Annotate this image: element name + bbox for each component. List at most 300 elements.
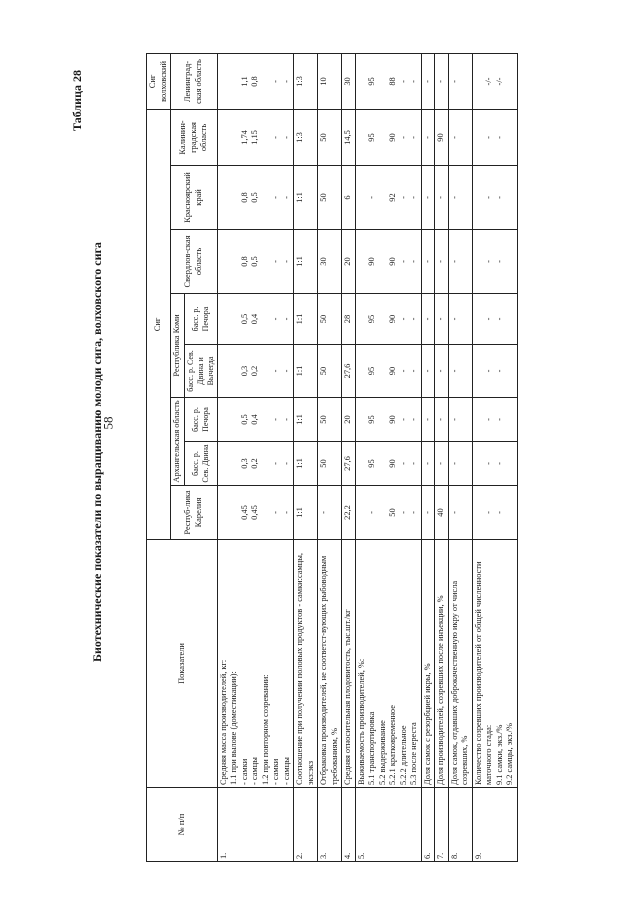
cell-value	[357, 168, 368, 227]
header-arkh-pechora: басс. р. Печора	[184, 398, 217, 442]
row-number: 9.	[472, 788, 517, 862]
value-cell	[342, 442, 356, 486]
cell-value	[357, 296, 368, 342]
cell-value: -	[436, 418, 445, 421]
cell-value: -	[422, 80, 432, 83]
cell-value: -	[494, 136, 504, 139]
cell-value: 1:1	[295, 313, 304, 325]
rotated-page	[70, 42, 640, 862]
cell-value: -/-	[494, 77, 504, 86]
indicator-line: Доля производителей, созревших после инъекции, %	[436, 595, 445, 785]
indicator-line: Доля самок, отдавших доброкачественную икру от числа созревших, %	[449, 580, 469, 785]
cell-value: 20	[343, 257, 352, 266]
page-number: 58	[100, 416, 116, 430]
header-arkhangelsk: Архангельская область	[171, 398, 185, 486]
value-cell	[217, 486, 294, 540]
cell-value	[219, 400, 230, 439]
cell-value: 1:1	[295, 192, 304, 203]
row-number: 5.	[355, 788, 421, 862]
table-row	[355, 53, 421, 861]
row-indicator	[421, 540, 435, 788]
value-cell	[435, 166, 449, 230]
cell-value: 1:1	[295, 256, 304, 267]
cell-value: 1:1	[295, 507, 304, 518]
value-cell	[217, 398, 294, 442]
value-cell	[448, 109, 472, 165]
indicator-line: Отбраковка производителей, не соответст-вующих рыбоводным требованиям, %	[319, 555, 339, 785]
row-number: 1.	[217, 788, 294, 862]
cell-value: 50	[319, 415, 328, 424]
cell-value	[229, 232, 240, 291]
cell-value	[474, 488, 485, 537]
header-karelia: Респуб-лика Карелия	[171, 486, 218, 540]
header-arkh-dvina: басс. р. Сев. Двина	[184, 442, 217, 486]
indicator-line: Средняя масса производителей, кг:	[218, 659, 228, 785]
cell-value: 27,6	[343, 456, 352, 471]
cell-value: -	[436, 317, 445, 321]
indicator-line: 1.2 при повторном созревании:	[260, 674, 270, 785]
value-cell	[472, 230, 517, 294]
cell-value: 95	[367, 133, 376, 142]
value-cell	[217, 442, 294, 486]
cell-value: 50	[319, 459, 328, 468]
cell-value: -	[422, 260, 432, 263]
value-cell	[448, 398, 472, 442]
cell-value: -	[319, 511, 328, 514]
cell-value: 90	[388, 314, 397, 324]
cell-value: 90	[388, 133, 397, 142]
cell-value: 40	[436, 508, 445, 517]
header-num: № п/п	[147, 788, 218, 862]
cell-value: -	[409, 462, 418, 465]
table-number: Таблица 28	[70, 70, 84, 131]
table-row	[421, 53, 435, 861]
value-cell	[421, 442, 435, 486]
cell-value: -	[436, 196, 445, 199]
cell-value: 0,8	[239, 256, 249, 267]
cell-value	[474, 400, 485, 439]
cell-value: 0,2	[250, 458, 259, 469]
cell-value: -	[398, 418, 408, 421]
cell-value: -	[484, 511, 493, 514]
cell-value: -	[271, 136, 280, 139]
cell-value: -	[271, 418, 280, 421]
cell-value: -	[271, 511, 280, 514]
value-cell	[355, 230, 421, 294]
row-indicator	[448, 540, 472, 788]
cell-value	[357, 347, 368, 395]
indicator-line: Выживаемость производителей, %:	[356, 658, 366, 785]
value-cell	[342, 486, 356, 540]
cell-value: -	[422, 418, 432, 421]
value-cell	[435, 53, 449, 109]
cell-value: 1,15	[250, 130, 259, 145]
cell-value	[229, 444, 240, 483]
cell-value	[229, 347, 240, 395]
cell-value: -	[449, 462, 459, 465]
cell-value: -	[281, 260, 291, 263]
cell-value: -	[367, 196, 376, 199]
cell-value	[474, 347, 485, 395]
cell-value: -	[409, 317, 418, 321]
indicator-line: 5.2 выдерживание	[377, 720, 387, 785]
value-cell	[355, 166, 421, 230]
cell-value	[261, 168, 272, 227]
cell-value: 28	[343, 314, 352, 324]
cell-value: 90	[367, 257, 376, 266]
indicator-line: 5.2.2 длительное	[398, 725, 408, 785]
value-cell	[342, 109, 356, 165]
cell-value: -	[436, 462, 445, 465]
value-cell	[318, 109, 342, 165]
indicator-line: Средняя относительная плодовитость, тыс.шт./кг	[343, 609, 352, 785]
cell-value: 95	[367, 415, 376, 424]
cell-value: -	[398, 80, 408, 83]
header-komi-pechora: басс. р. Печора	[184, 294, 217, 345]
cell-value: 27,6	[343, 363, 352, 379]
cell-value: 0,5	[239, 414, 249, 425]
value-cell	[448, 53, 472, 109]
row-number: 4.	[342, 788, 356, 862]
cell-value: 1:1	[295, 365, 304, 377]
header-komi: Республика Коми	[171, 294, 185, 398]
cell-value: -	[484, 462, 493, 465]
cell-value: 0,3	[239, 365, 249, 377]
indicator-line: - самцы	[281, 757, 291, 785]
row-indicator	[217, 540, 294, 788]
cell-value: 0,3	[239, 458, 249, 469]
value-cell	[472, 166, 517, 230]
value-cell	[318, 294, 342, 345]
row-indicator	[355, 540, 421, 788]
cell-value: -	[398, 511, 408, 514]
cell-value	[378, 296, 389, 342]
cell-value: -	[422, 511, 432, 514]
cell-value: -	[484, 369, 493, 373]
data-table	[146, 53, 518, 862]
cell-value	[474, 168, 485, 227]
value-cell	[448, 486, 472, 540]
cell-value: 1:3	[295, 76, 304, 87]
value-cell	[435, 398, 449, 442]
cell-value: -	[484, 136, 493, 139]
cell-value: -	[436, 260, 445, 263]
value-cell	[448, 166, 472, 230]
value-cell	[217, 345, 294, 398]
cell-value: -	[398, 317, 408, 321]
value-cell	[294, 109, 318, 165]
cell-value	[219, 56, 230, 107]
cell-value: 95	[367, 314, 376, 324]
row-indicator	[342, 540, 356, 788]
cell-value: 90	[436, 133, 445, 142]
cell-value: -	[271, 462, 280, 465]
cell-value: -	[449, 317, 459, 321]
cell-value: 50	[319, 366, 328, 376]
value-cell	[318, 53, 342, 109]
cell-value: 1,74	[239, 130, 249, 145]
value-cell	[448, 230, 472, 294]
cell-value: -	[409, 369, 418, 373]
row-indicator	[435, 540, 449, 788]
indicator-line: Соотношение при получении половых продуктов - самки:самцы, экз:экз	[295, 553, 315, 785]
cell-value	[229, 112, 240, 163]
value-cell	[355, 486, 421, 540]
cell-value: 90	[388, 415, 397, 424]
value-cell	[435, 486, 449, 540]
row-number: 2.	[294, 788, 318, 862]
cell-value: 88	[388, 77, 397, 86]
cell-value: 90	[388, 459, 397, 468]
cell-value	[378, 444, 389, 483]
cell-value: -	[409, 196, 418, 199]
cell-value: -	[398, 136, 408, 139]
cell-value	[378, 168, 389, 227]
table-row	[342, 53, 356, 861]
cell-value	[378, 488, 389, 537]
indicator-line: 1.1 при вылове (доместикации):	[229, 671, 238, 785]
value-cell	[472, 398, 517, 442]
cell-value: -	[398, 196, 408, 199]
value-cell	[421, 294, 435, 345]
cell-value	[357, 232, 368, 291]
cell-value: 0,5	[239, 313, 249, 325]
cell-value	[219, 232, 230, 291]
table-row	[435, 53, 449, 861]
value-cell	[294, 166, 318, 230]
value-cell	[294, 486, 318, 540]
cell-value: 50	[319, 314, 328, 324]
value-cell	[342, 166, 356, 230]
cell-value: -	[449, 260, 459, 263]
value-cell	[342, 230, 356, 294]
cell-value	[357, 444, 368, 483]
cell-value: 0,4	[250, 313, 259, 325]
cell-value: -	[484, 196, 493, 199]
cell-value: -	[409, 260, 418, 263]
cell-value: 6	[343, 195, 352, 200]
cell-value: -	[422, 136, 432, 139]
cell-value: 20	[343, 415, 352, 424]
header-sig: Сиг	[147, 109, 171, 539]
cell-value: 92	[388, 193, 397, 202]
cell-value	[261, 347, 272, 395]
row-number: 6.	[421, 788, 435, 862]
cell-value: 0,8	[250, 76, 259, 87]
indicator-line: - самки	[271, 758, 280, 785]
cell-value: -	[271, 369, 280, 373]
cell-value: 50	[319, 193, 328, 202]
cell-value: 90	[388, 257, 397, 266]
cell-value	[378, 56, 389, 107]
value-cell	[342, 398, 356, 442]
value-cell	[318, 486, 342, 540]
value-cell	[472, 109, 517, 165]
value-cell	[435, 442, 449, 486]
cell-value: 50	[319, 133, 328, 142]
value-cell	[294, 294, 318, 345]
indicator-line: 5.3 после нереста	[409, 722, 418, 785]
cell-value: 95	[367, 366, 376, 376]
cell-value	[474, 112, 485, 163]
value-cell	[318, 166, 342, 230]
value-cell	[318, 230, 342, 294]
cell-value: -	[494, 462, 504, 465]
cell-value: -/-	[484, 77, 493, 86]
value-cell	[472, 442, 517, 486]
cell-value: -	[449, 80, 459, 83]
table-row	[294, 53, 318, 861]
cell-value: -	[422, 462, 432, 465]
cell-value: 30	[319, 257, 328, 266]
value-cell	[294, 442, 318, 486]
cell-value: 90	[388, 366, 397, 376]
cell-value: -	[494, 196, 504, 199]
cell-value	[261, 56, 272, 107]
cell-value: 30	[343, 77, 352, 86]
row-number: 8.	[448, 788, 472, 862]
cell-value: -	[484, 260, 493, 263]
table-body	[217, 53, 517, 861]
cell-value: -	[449, 369, 459, 373]
value-cell	[355, 398, 421, 442]
cell-value	[229, 56, 240, 107]
cell-value	[229, 400, 240, 439]
value-cell	[435, 109, 449, 165]
cell-value	[357, 400, 368, 439]
value-cell	[342, 53, 356, 109]
cell-value: -	[494, 511, 504, 514]
indicator-line: - самки	[239, 758, 249, 785]
value-cell	[355, 109, 421, 165]
cell-value: -	[409, 136, 418, 139]
value-cell	[421, 166, 435, 230]
cell-value: -	[398, 369, 408, 373]
value-cell	[294, 230, 318, 294]
cell-value: 95	[367, 77, 376, 86]
cell-value	[261, 444, 272, 483]
indicator-line: 5.2.1 кратковременное	[388, 705, 397, 785]
cell-value: -	[494, 369, 504, 373]
cell-value: 14,5	[343, 130, 352, 145]
cell-value	[219, 112, 230, 163]
cell-value: 0,8	[239, 192, 249, 203]
cell-value: -	[281, 80, 291, 83]
cell-value	[378, 400, 389, 439]
header-komi-dvina: басс. р. Сев. Двина и Вычегда	[184, 345, 217, 398]
cell-value	[474, 56, 485, 107]
value-cell	[355, 53, 421, 109]
cell-value	[261, 488, 272, 537]
cell-value: -	[449, 511, 459, 514]
cell-value: -	[409, 511, 418, 514]
cell-value: -	[281, 317, 291, 321]
value-cell	[355, 294, 421, 345]
row-indicator	[294, 540, 318, 788]
table-title: Биотехнические показатели по выращиванию молоди сига, волховского сига	[90, 242, 104, 662]
cell-value	[474, 296, 485, 342]
row-indicator	[472, 540, 517, 788]
value-cell	[448, 294, 472, 345]
cell-value	[261, 112, 272, 163]
cell-value	[261, 400, 272, 439]
cell-value	[229, 168, 240, 227]
cell-value	[219, 444, 230, 483]
cell-value	[219, 347, 230, 395]
cell-value: 0,4	[250, 414, 259, 425]
value-cell	[421, 230, 435, 294]
cell-value: -	[409, 418, 418, 421]
table-row	[318, 53, 342, 861]
cell-value: -	[281, 418, 291, 421]
value-cell	[448, 442, 472, 486]
value-cell	[472, 486, 517, 540]
cell-value: -	[422, 369, 432, 373]
value-cell	[472, 53, 517, 109]
cell-value: -	[494, 418, 504, 421]
cell-value: 0,45	[250, 505, 259, 520]
value-cell	[294, 398, 318, 442]
cell-value	[229, 296, 240, 342]
value-cell	[342, 345, 356, 398]
table-row	[448, 53, 472, 861]
value-cell	[217, 109, 294, 165]
header-kaliningrad: Калинин-градская область	[171, 109, 218, 165]
value-cell	[217, 294, 294, 345]
cell-value: -	[484, 418, 493, 421]
table-row	[217, 53, 294, 861]
cell-value: -	[494, 260, 504, 263]
indicator-line: Количество созревших производителей от общей численности маточного стада:	[473, 561, 493, 785]
cell-value: -	[449, 136, 459, 139]
value-cell	[435, 345, 449, 398]
cell-value	[229, 488, 240, 537]
cell-value	[378, 347, 389, 395]
cell-value: -	[398, 260, 408, 263]
cell-value: 0,5	[250, 256, 259, 267]
cell-value	[261, 232, 272, 291]
cell-value	[357, 112, 368, 163]
header-krasnoyarsk: Красноярский край	[171, 166, 218, 230]
cell-value: -	[271, 317, 280, 321]
cell-value: -	[422, 317, 432, 321]
row-number: 7.	[435, 788, 449, 862]
value-cell	[421, 398, 435, 442]
cell-value: -	[436, 80, 445, 83]
cell-value: -	[449, 196, 459, 199]
value-cell	[318, 398, 342, 442]
cell-value: -	[281, 196, 291, 199]
value-cell	[472, 345, 517, 398]
cell-value: -	[484, 317, 493, 321]
cell-value	[261, 296, 272, 342]
value-cell	[448, 345, 472, 398]
value-cell	[318, 345, 342, 398]
indicator-line: - самцы	[250, 757, 259, 785]
value-cell	[217, 53, 294, 109]
cell-value: -	[494, 317, 504, 321]
indicator-line: Доля самок с резорбцией икры, %	[422, 663, 432, 785]
value-cell	[435, 230, 449, 294]
indicator-line: 9.2 самцы, экз./%	[505, 723, 514, 785]
cell-value	[357, 488, 368, 537]
indicator-line: 5.1 транспортировка	[367, 711, 376, 785]
cell-value	[378, 112, 389, 163]
cell-value: -	[271, 80, 280, 83]
cell-value: 1:1	[295, 414, 304, 425]
value-cell	[294, 53, 318, 109]
value-cell	[355, 442, 421, 486]
